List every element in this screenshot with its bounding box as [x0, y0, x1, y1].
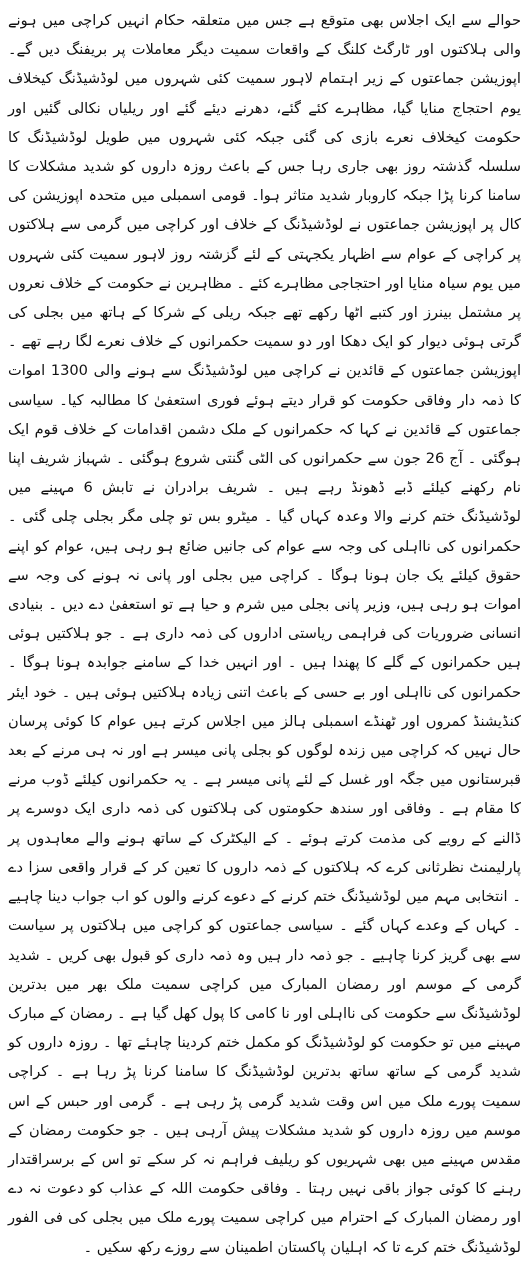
- article-line: والی 1300 اموات کا ذمہ دار وفاقی حکومت کو قرار دیتے ہوئے فوری استعفیٰ کا مطالبہ کیا۔ سیاسی جماعتوں کے: [8, 362, 521, 438]
- article-line: پر پارلیمنٹ نظرثانی کرے کہ ہلاکتوں کے ذمہ داروں کا تعین کر کے قرار واقعی سزا دے ۔ انتخابی مہم میں لوڈشیڈنگ ختم: [8, 829, 521, 906]
- article-line: اور رمضان المبارک میں کراچی سمیت ملک بھر میں بدترین لوڈشیڈنگ سے حکومت کی نااہلی اور نا کامی کا پول کھل گیا: [8, 975, 521, 1022]
- article-line: کرنے والا وعدہ کہاں گیا ۔ میٹرو بس تو چلی مگر بجلی چلی گئی ۔ حکمرانوں کی نااہلی کی وجہ سے عوام کی جانیں ضائع ہو رہی: [8, 508, 521, 555]
- article-line: کیخلاف نعرے بازی کی گئی جبکہ کئی شہروں میں طویل لوڈشیڈنگ کا سلسلہ گذشتہ روز بھی جاری رہا جس کے باعث: [8, 128, 521, 176]
- article-line: اللہ کے عذاب کو دعوت نہ دے اور رمضان المبارک کے احترام میں کراچی سمیت پورے ملک میں بجلی کی فی: [8, 1180, 521, 1227]
- article-line: مہینے میں بھی شہریوں کو ریلیف فراہم نہ کر سکے تو اس کے برسراقتدار رہنے کا کوئی جواز باقی نہیں رہتا ۔ وفاقی حکومت: [8, 1150, 521, 1198]
- article-line: روزہ داروں کو شدید مشکلات کا سامنا کرنا پڑا جبکہ کاروبار شدید متاثر ہوا۔ قومی اسمبلی میں متحدہ اپوزیشن کی کال پر: [8, 158, 521, 234]
- article-line: قائدین نے کہا کہ حکمرانوں کے ملک دشمن اقدامات کے خلاف قوم ایک ہوگئی ۔ آج 26 جون سے حکمرانوں کی الٹی: [8, 420, 521, 468]
- article-line: نعروں پر مشتمل بینرز اور کتبے اٹھا رکھے تھے جبکہ ریلی کے شرکا کے ہاتھ میں بجلی کی گرتی ہوئی دیوار کو ایک دھکا اور دو سمیت: [8, 274, 521, 351]
- article-line: پانی بجلی میں شرم و حیا ہے تو استعفیٰ دے دیں ۔ بنیادی انسانی ضروریات کی فراہمی ریاستی اداروں کی ذمہ داری ہے ۔: [8, 596, 521, 643]
- article-line: حکمرانوں کے خلاف نعرے لگا رہے تھے ۔ اپوزیشن جماعتوں کے قائدین نے کراچی میں لوڈشیڈنگ سے ہونے: [8, 333, 521, 380]
- article-line: حوالے سے ایک اجلاس بھی متوقع ہے جس میں متعلقہ حکام انہیں کراچی میں ہونے والی ہلاکتوں اور ٹارگٹ کلنگ: [8, 12, 521, 59]
- article-line: جو ہلاکتیں ہوئی ہیں حکمرانوں کے گلے کا پھندا ہیں ۔ اور انہیں خدا کے سامنے جوابدہ ہونا ہوگا ۔ حکمرانوں کی نااہلی اور بے: [8, 625, 521, 701]
- article-line: کا کوئی پرسان حال نہیں کہ کراچی میں زندہ لوگوں کو بجلی پانی میسر ہے اور نہ ہی مرنے کے بعد قبرستانوں میں جگہ اور: [8, 712, 521, 789]
- article-line: حسی کے باعث اتنی زیادہ ہلاکتیں ہوئی ہیں ۔ خود ایئر کنڈیشنڈ کمروں اور ٹھنڈے اسمبلی ہالز میں اجلاس کرتے ہیں عوام: [8, 683, 522, 730]
- article-line: کے واقعات سمیت دیگر معاملات پر بریفنگ دیں گے۔ اپوزیشن جماعتوں کے زیر اہتمام لاہور سمیت کئی شہروں: [8, 41, 521, 88]
- article-line: میں لوڈشیڈنگ کیخلاف یوم احتجاج منایا گیا، مظاہرے کئے گئے، دھرنے دیئے گئے اور ریلیاں نکالی گئیں اور حکومت: [8, 70, 521, 146]
- article-body: [8, 6, 521, 1262]
- article-line: ہے ۔ گرمی اور حبس کے اس موسم میں روزہ داروں کو شدید مشکلات پیش آرہی ہیں ۔ جو حکومت رمضان کے مقدس: [8, 1092, 521, 1168]
- article-line: غسل کے لئے پانی میسر ہے ۔ یہ حکمرانوں کیلئے ڈوب مرنے کا مقام ہے ۔ وفاقی اور سندھ حکومتوں کی ہلاکتوں کی: [8, 771, 521, 818]
- article-line: ہے ۔ رمضان کے مبارک مہینے میں تو حکومت کو لوڈشیڈنگ کو مکمل ختم کردینا چاہئے تھا ۔ روزہ داروں کو شدید گرمی کے: [8, 1004, 521, 1081]
- article-line: اپوزیشن جماعتوں نے لوڈشیڈنگ کے خلاف اور کراچی میں گرمی سے ہلاکتوں پر کراچی کے عوام سے اظہار یکجہتی کے: [8, 216, 521, 263]
- article-line: لئے گزشتہ روز لاہور سمیت کئی شہروں میں یوم سیاہ منایا اور احتجاجی مظاہرے کئے ۔ مظاہرین نے حکومت کے خلاف: [8, 245, 521, 292]
- article-line: ہیں، عوام کو اپنے حقوق کیلئے یک جان ہونا ہوگا ۔ کراچی میں بجلی اور پانی نہ ہونے کی وجہ سے اموات ہو رہی ہیں، وزیر: [8, 537, 522, 614]
- article-line: ذمہ داری ایک دوسرے پر ڈالنے کے رویے کی مذمت کرتے ہوئے ۔ کے الیکٹرک کے ساتھ ہونے والے معاہدوں: [8, 800, 521, 847]
- article-line: الفور لوڈشیڈنگ ختم کرے تا کہ اہلیان پاکستان اطمینان سے روزے رکھ سکیں ۔: [8, 1209, 521, 1256]
- article-line: میں ہلاکتوں پر سیاست سے بھی گریز کرنا چاہیے ۔ جو ذمہ دار ہیں وہ ذمہ داری کو قبول بھی کریں ۔ شدید گرمی کے موسم: [8, 917, 521, 993]
- article-line: گنتی شروع ہوگئی ۔ شہباز شریف اپنا نام رکھنے کیلئے ڈبے ڈھونڈ رہے ہیں ۔ شریف برادران نے تابش 6 مہینے میں لوڈشیڈنگ ختم: [8, 450, 521, 526]
- article-line: ساتھ ساتھ بدترین لوڈشیڈنگ کا سامنا کرنا پڑ رہا ہے ۔ کراچی سمیت پورے ملک میں اس وقت شدید گرمی پڑ رہی: [8, 1063, 521, 1110]
- article-line: کرنے کے دعوے کرنے والوں کو اب جواب دینا چاہیے ۔ کہاں کے وعدے کہاں گئے ۔ سیاسی جماعتوں کو کراچی: [8, 888, 521, 935]
